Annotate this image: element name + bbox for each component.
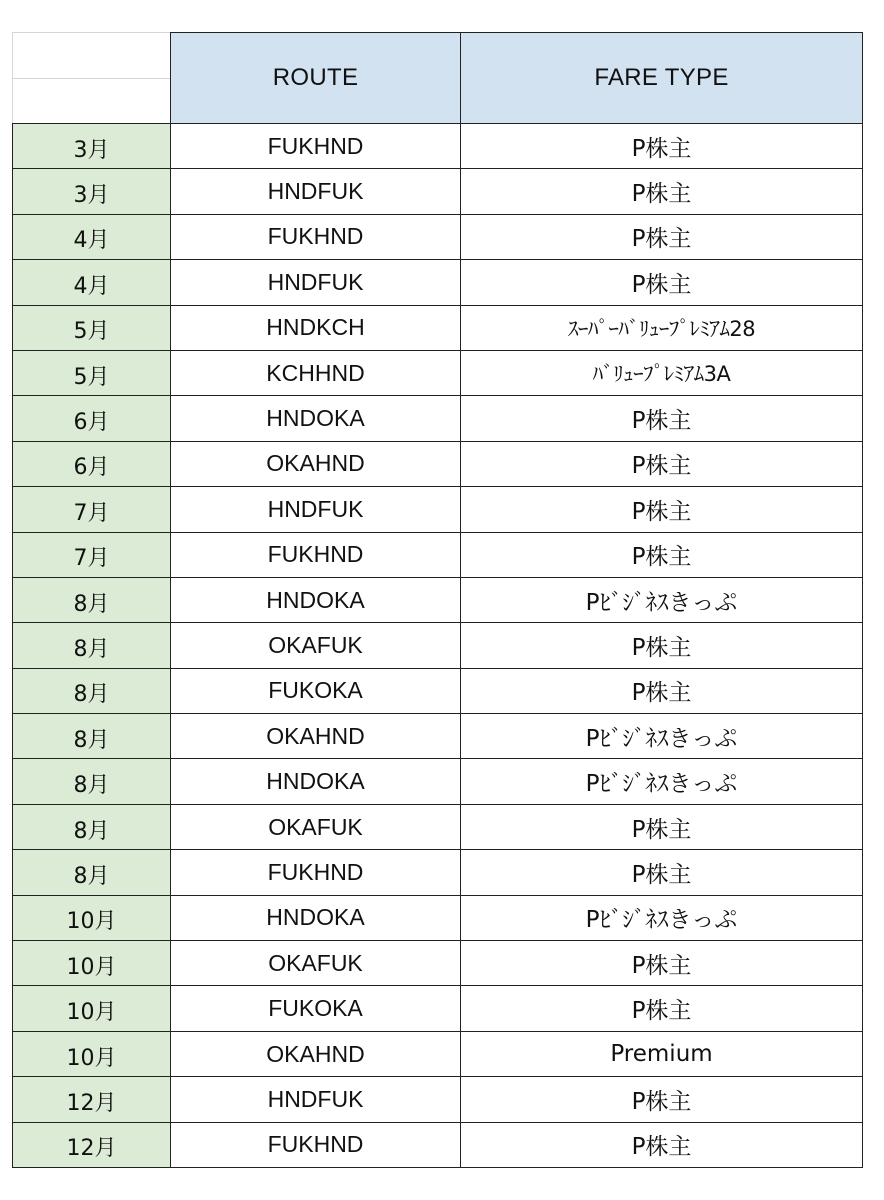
route-cell: HNDFUK xyxy=(171,487,461,532)
fare-table-sheet xyxy=(12,32,862,1168)
month-cell: 5月 xyxy=(13,305,171,350)
fare-type-cell: P株主 xyxy=(461,1077,863,1122)
fare-type-cell: P株主 xyxy=(461,941,863,986)
month-cell: 4月 xyxy=(13,260,171,305)
fare-type-cell: Premium xyxy=(461,1031,863,1076)
month-cell: 6月 xyxy=(13,441,171,486)
fare-type-cell: ﾊﾞﾘｭｰﾌﾟﾚﾐｱﾑ3A xyxy=(461,350,863,395)
month-cell: 8月 xyxy=(13,714,171,759)
route-cell: HNDFUK xyxy=(171,1077,461,1122)
route-cell: HNDOKA xyxy=(171,396,461,441)
fare-type-cell: P株主 xyxy=(461,532,863,577)
route-cell: FUKHND xyxy=(171,532,461,577)
month-cell: 12月 xyxy=(13,1077,171,1122)
table-row xyxy=(13,487,863,532)
month-cell: 8月 xyxy=(13,759,171,804)
month-cell: 8月 xyxy=(13,577,171,622)
table-row xyxy=(13,577,863,622)
month-cell: 10月 xyxy=(13,1031,171,1076)
table-row xyxy=(13,804,863,849)
route-cell: FUKHND xyxy=(171,850,461,895)
table-row xyxy=(13,396,863,441)
month-cell: 5月 xyxy=(13,350,171,395)
fare-type-cell: P株主 xyxy=(461,169,863,214)
table-row xyxy=(13,124,863,169)
fare-type-header: FARE TYPE xyxy=(461,33,863,124)
route-cell: HNDFUK xyxy=(171,260,461,305)
route-cell: FUKHND xyxy=(171,214,461,259)
fare-table xyxy=(12,32,863,1168)
route-cell: OKAHND xyxy=(171,1031,461,1076)
month-cell: 10月 xyxy=(13,895,171,940)
fare-type-cell: P株主 xyxy=(461,623,863,668)
table-row xyxy=(13,350,863,395)
route-cell: HNDFUK xyxy=(171,169,461,214)
fare-type-cell: Pﾋﾞｼﾞﾈｽきっぷ xyxy=(461,714,863,759)
fare-type-cell: P株主 xyxy=(461,487,863,532)
month-cell: 8月 xyxy=(13,623,171,668)
table-row xyxy=(13,986,863,1031)
month-cell: 12月 xyxy=(13,1122,171,1167)
route-cell: FUKHND xyxy=(171,124,461,169)
table-row xyxy=(13,941,863,986)
route-cell: HNDOKA xyxy=(171,577,461,622)
fare-type-cell: P株主 xyxy=(461,668,863,713)
route-cell: HNDKCH xyxy=(171,305,461,350)
corner-cell xyxy=(13,33,171,124)
fare-type-cell: P株主 xyxy=(461,441,863,486)
fare-type-cell: ｽｰﾊﾟｰﾊﾞﾘｭｰﾌﾟﾚﾐｱﾑ28 xyxy=(461,305,863,350)
fare-type-cell: P株主 xyxy=(461,986,863,1031)
fare-type-cell: Pﾋﾞｼﾞﾈｽきっぷ xyxy=(461,577,863,622)
route-header: ROUTE xyxy=(171,33,461,124)
route-cell: HNDOKA xyxy=(171,895,461,940)
table-row xyxy=(13,532,863,577)
table-row xyxy=(13,759,863,804)
fare-type-cell: P株主 xyxy=(461,804,863,849)
month-cell: 3月 xyxy=(13,169,171,214)
fare-type-cell: P株主 xyxy=(461,124,863,169)
route-cell: HNDOKA xyxy=(171,759,461,804)
month-cell: 4月 xyxy=(13,214,171,259)
month-cell: 8月 xyxy=(13,850,171,895)
month-cell: 6月 xyxy=(13,396,171,441)
route-cell: FUKHND xyxy=(171,1122,461,1167)
table-body xyxy=(13,124,863,1168)
route-cell: OKAFUK xyxy=(171,941,461,986)
fare-type-cell: P株主 xyxy=(461,1122,863,1167)
route-cell: OKAHND xyxy=(171,714,461,759)
table-row xyxy=(13,1031,863,1076)
table-row xyxy=(13,214,863,259)
table-row xyxy=(13,260,863,305)
table-row xyxy=(13,850,863,895)
table-row xyxy=(13,1077,863,1122)
route-cell: FUKOKA xyxy=(171,986,461,1031)
route-cell: OKAFUK xyxy=(171,804,461,849)
route-cell: OKAFUK xyxy=(171,623,461,668)
fare-type-cell: P株主 xyxy=(461,260,863,305)
fare-type-cell: Pﾋﾞｼﾞﾈｽきっぷ xyxy=(461,895,863,940)
fare-type-cell: P株主 xyxy=(461,214,863,259)
table-row xyxy=(13,623,863,668)
month-cell: 7月 xyxy=(13,532,171,577)
table-row xyxy=(13,895,863,940)
month-cell: 3月 xyxy=(13,124,171,169)
fare-type-cell: P株主 xyxy=(461,396,863,441)
table-row xyxy=(13,1122,863,1167)
fare-type-cell: Pﾋﾞｼﾞﾈｽきっぷ xyxy=(461,759,863,804)
month-cell: 8月 xyxy=(13,804,171,849)
route-cell: FUKOKA xyxy=(171,668,461,713)
table-row xyxy=(13,441,863,486)
month-cell: 7月 xyxy=(13,487,171,532)
table-row xyxy=(13,305,863,350)
month-cell: 10月 xyxy=(13,941,171,986)
route-cell: OKAHND xyxy=(171,441,461,486)
fare-type-cell: P株主 xyxy=(461,850,863,895)
table-row xyxy=(13,169,863,214)
table-row xyxy=(13,668,863,713)
month-cell: 10月 xyxy=(13,986,171,1031)
table-row xyxy=(13,714,863,759)
route-cell: KCHHND xyxy=(171,350,461,395)
month-cell: 8月 xyxy=(13,668,171,713)
header-row xyxy=(13,33,863,124)
